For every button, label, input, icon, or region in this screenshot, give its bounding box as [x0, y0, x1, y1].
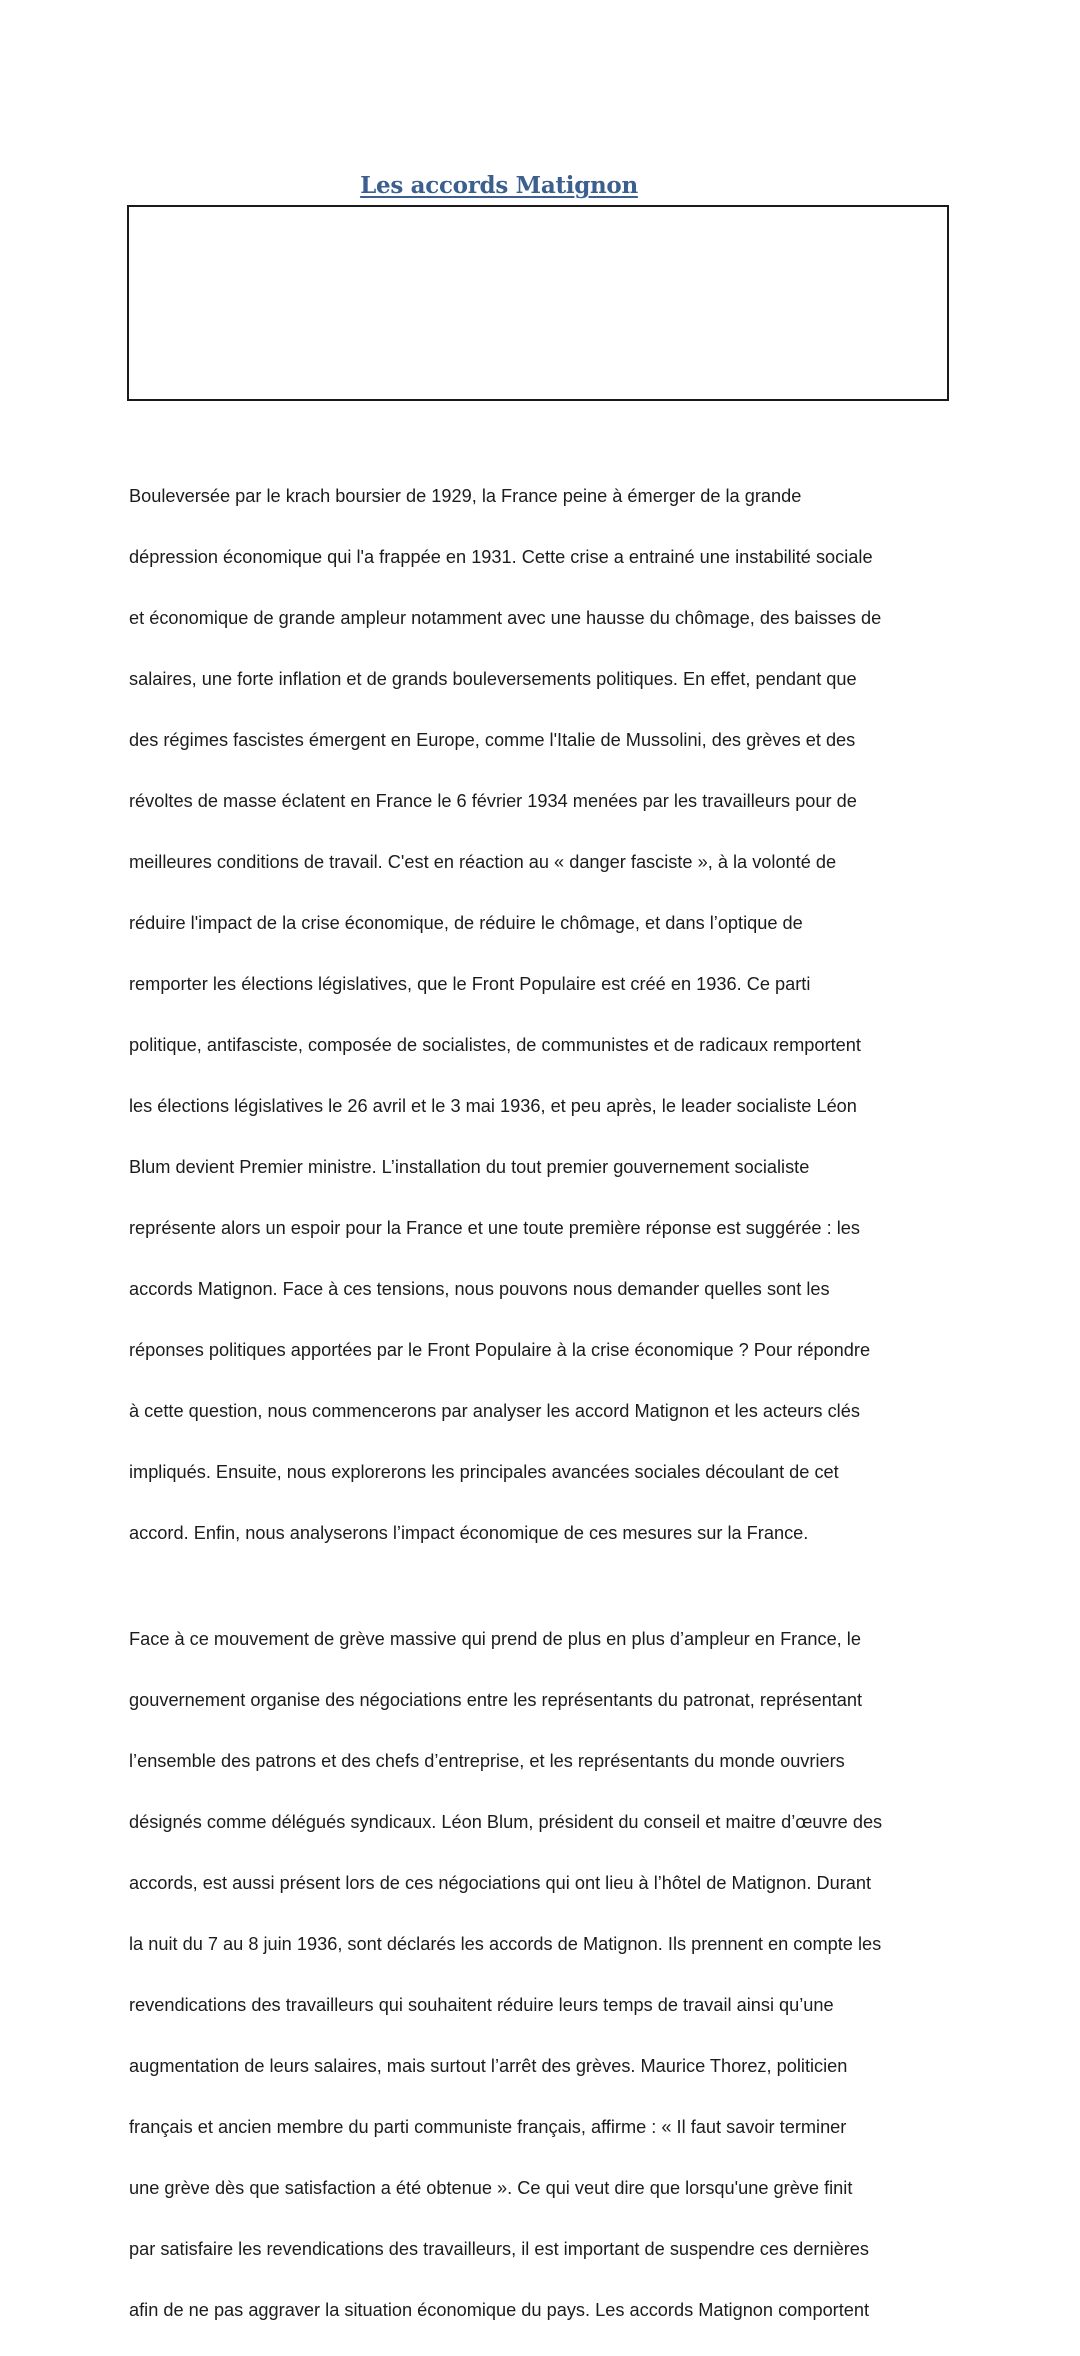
text-line: des régimes fascistes émergent en Europe, comme l'Italie de Mussolini, des grèves et des	[129, 725, 951, 756]
text-line: et économique de grande ampleur notamment avec une hausse du chômage, des baisses de	[129, 603, 951, 634]
empty-content-box	[127, 205, 949, 401]
paragraph-introduction	[129, 450, 951, 1579]
text-line: les élections législatives le 26 avril et le 3 mai 1936, et peu après, le leader socialiste Léon	[129, 1091, 951, 1122]
text-line: politique, antifasciste, composée de socialistes, de communistes et de radicaux remportent	[129, 1030, 951, 1061]
text-line: gouvernement organise des négociations entre les représentants du patronat, représentant	[129, 1685, 951, 1716]
text-line: représente alors un espoir pour la France et une toute première réponse est suggérée : les	[129, 1213, 951, 1244]
text-line: à cette question, nous commencerons par analyser les accord Matignon et les acteurs clés	[129, 1396, 951, 1427]
text-line: impliqués. Ensuite, nous explorerons les principales avancées sociales découlant de cet	[129, 1457, 951, 1488]
document-title: Les accords Matignon	[0, 170, 998, 202]
text-line: meilleures conditions de travail. C'est en réaction au « danger fasciste », à la volonté de	[129, 847, 951, 878]
text-line: dépression économique qui l'a frappée en 1931. Cette crise a entrainé une instabilité sociale	[129, 542, 951, 573]
text-line: réduire l'impact de la crise économique, de réduire le chômage, et dans l’optique de	[129, 908, 951, 939]
text-line: Bouleversée par le krach boursier de 1929, la France peine à émerger de la grande	[129, 481, 951, 512]
text-line: réponses politiques apportées par le Front Populaire à la crise économique ? Pour répondre	[129, 1335, 951, 1366]
text-line: la nuit du 7 au 8 juin 1936, sont déclarés les accords de Matignon. Ils prennent en compte les	[129, 1929, 951, 1960]
text-line: Blum devient Premier ministre. L’installation du tout premier gouvernement socialiste	[129, 1152, 951, 1183]
text-line: remporter les élections législatives, que le Front Populaire est créé en 1936. Ce parti	[129, 969, 951, 1000]
text-line: afin de ne pas aggraver la situation économique du pays. Les accords Matignon comportent	[129, 2295, 951, 2326]
text-line: accords Matignon. Face à ces tensions, nous pouvons nous demander quelles sont les	[129, 1274, 951, 1305]
text-line: Face à ce mouvement de grève massive qui prend de plus en plus d’ampleur en France, le	[129, 1624, 951, 1655]
text-line: accord. Enfin, nous analyserons l’impact économique de ces mesures sur la France.	[129, 1518, 951, 1549]
text-line: français et ancien membre du parti communiste français, affirme : « Il faut savoir terminer	[129, 2112, 951, 2143]
text-line: accords, est aussi présent lors de ces négociations qui ont lieu à l’hôtel de Matignon. Durant	[129, 1868, 951, 1899]
text-line: révoltes de masse éclatent en France le 6 février 1934 menées par les travailleurs pour de	[129, 786, 951, 817]
text-line: une grève dès que satisfaction a été obtenue ». Ce qui veut dire que lorsqu'une grève finit	[129, 2173, 951, 2204]
text-line: augmentation de leurs salaires, mais surtout l’arrêt des grèves. Maurice Thorez, politicien	[129, 2051, 951, 2082]
paragraph-negotiations	[129, 1594, 951, 2356]
text-line: l’ensemble des patrons et des chefs d’entreprise, et les représentants du monde ouvriers	[129, 1746, 951, 1777]
text-line: désignés comme délégués syndicaux. Léon Blum, président du conseil et maitre d’œuvre des	[129, 1807, 951, 1838]
text-line: par satisfaire les revendications des travailleurs, il est important de suspendre ces dernières	[129, 2234, 951, 2265]
document-body	[129, 450, 951, 2356]
text-line: revendications des travailleurs qui souhaitent réduire leurs temps de travail ainsi qu’une	[129, 1990, 951, 2021]
text-line: salaires, une forte inflation et de grands bouleversements politiques. En effet, pendant que	[129, 664, 951, 695]
